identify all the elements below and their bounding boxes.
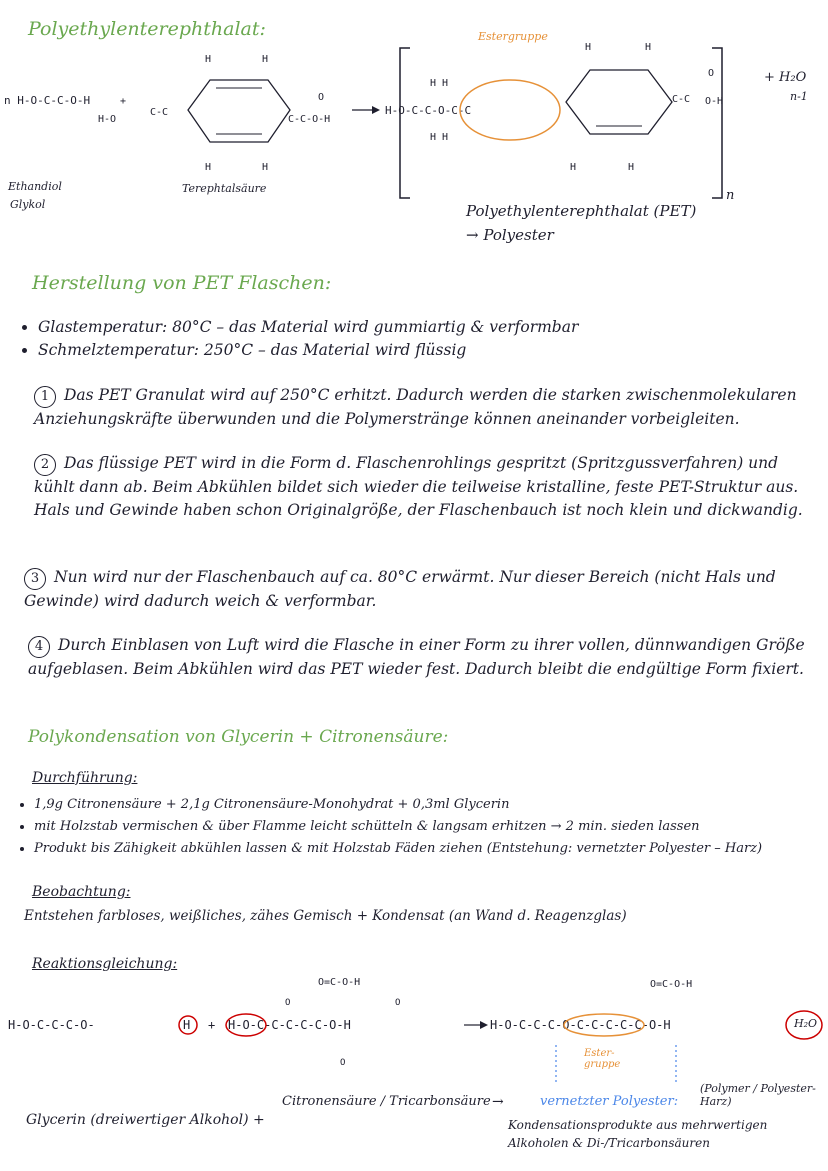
step-number: 4 (28, 636, 50, 658)
reaktion-title: Reaktionsgleichung: (32, 956, 178, 972)
estergruppe-label: Estergruppe (478, 30, 548, 43)
glycerin-label: Glycerin (dreiwertiger Alkohol) + (26, 1112, 265, 1128)
durchfuehrung-item: • Produkt bis Zähigkeit abkühlen lassen & mit Holzstab Fäden ziehen (Entstehung: vernetzter Polyester – Harz) (34, 838, 820, 860)
pet-name: Polyethylenterephthalat (PET) (466, 202, 697, 220)
ethandiol-label: Ethandiol (8, 180, 62, 193)
step-3 (24, 566, 814, 613)
svg-text:O: O (340, 1058, 346, 1068)
n-minus-1-label: n-1 (790, 90, 808, 103)
svg-text:C-C: C-C (672, 94, 691, 105)
product-h2o: H₂O (794, 1017, 818, 1030)
svg-text:H-O-C-C-C-O-C-C-C-C-C-O-H: H-O-C-C-C-O-C-C-C-C-C-O-H (490, 1018, 671, 1032)
svg-text:H-O-C-C-C-O-: H-O-C-C-C-O- (8, 1018, 95, 1032)
glykol-label: Glykol (10, 198, 46, 211)
kondensation-label: Kondensationsprodukte aus mehrwertigen Alkoholen & Di-/Tricarbonsäuren (508, 1118, 768, 1150)
svg-text:C-C-O-H: C-C-O-H (288, 114, 331, 125)
beobachtung-text: Entstehen farbloses, weißliches, zähes Gemisch + Kondensat (an Wand d. Reagenzglas) (24, 908, 627, 924)
citronensaeure-label: Citronensäure / Tricarbonsäure (282, 1094, 491, 1109)
svg-text:H: H (585, 42, 592, 53)
polyester-label: → Polyester (466, 226, 554, 244)
durchfuehrung-title: Durchführung: (32, 770, 138, 786)
durchfuehrung-list (20, 794, 820, 860)
bullet-schmelztemperatur: • Schmelztemperatur: 250°C – das Material wird flüssig (38, 339, 814, 362)
svg-text:O=C-O-H: O=C-O-H (650, 979, 693, 990)
svg-text:+: + (120, 96, 127, 107)
step-text: Nun wird nur der Flaschenbauch auf ca. 80°C erwärmt. Nur dieser Bereich (nicht Hals und Gewinde) wird dadurch weich & verformbar. (24, 568, 776, 610)
svg-text:H H: H H (430, 78, 449, 89)
durchfuehrung-item: • 1,9g Citronensäure + 2,1g Citronensäure-Monohydrat + 0,3ml Glycerin (34, 794, 820, 816)
polymer-harz-label: (Polymer / Polyester-Harz) (700, 1082, 816, 1108)
beobachtung-title: Beobachtung: (32, 884, 131, 900)
svg-text:H-O-C-C-C-C-C-O-H: H-O-C-C-C-C-C-O-H (228, 1018, 351, 1032)
svg-text:H-O-C-C-O-C-C: H-O-C-C-O-C-C (385, 104, 472, 117)
svg-text:H: H (205, 162, 212, 173)
herstellung-bullets (24, 316, 814, 362)
svg-text:O-H: O-H (705, 96, 724, 107)
svg-text:O: O (285, 998, 291, 1008)
svg-text:O: O (395, 998, 401, 1008)
vernetzter-polyester-label: vernetzter Polyester: (540, 1094, 679, 1109)
herstellung-title: Herstellung von PET Flaschen: (32, 272, 332, 294)
step-text: Das flüssige PET wird in die Form d. Flaschenrohlings gespritzt (Spritzgussverfahren) und kühlt dann ab. Beim Abkühlen bildet sich wieder die teilweise kristalline, feste PET-Struktur aus. Hals und Gewinde haben schon Originalgröße, der Flaschenbauch ist noch klein und dickwandig. (34, 454, 803, 519)
svg-text:O: O (708, 68, 715, 79)
step-4 (28, 634, 814, 681)
step-1 (34, 384, 814, 431)
svg-text:+: + (208, 1018, 216, 1032)
svg-text:H H: H H (430, 132, 449, 143)
svg-text:H: H (205, 54, 212, 65)
bullet-glastemperatur: • Glastemperatur: 80°C – das Material wird gummiartig & verformbar (38, 316, 814, 339)
svg-text:H: H (570, 162, 577, 173)
svg-text:C-C: C-C (150, 107, 169, 118)
svg-text:H: H (262, 162, 269, 173)
water-label: + H₂O (764, 70, 807, 85)
svg-text:H: H (645, 42, 652, 53)
pet-title: Polyethylenterephthalat: (28, 18, 266, 40)
step-text: Durch Einblasen von Luft wird die Flasche in einer Form zu ihrer vollen, dünnwandigen Größe aufgeblasen. Beim Abkühlen wird das PET wieder fest. Dadurch bleibt die endgültige Form fixiert. (28, 636, 805, 678)
svg-text:H-O: H-O (98, 114, 117, 125)
ester-gruppe-label: Ester-gruppe (584, 1048, 621, 1070)
step-number: 1 (34, 386, 56, 408)
svg-text:H: H (628, 162, 635, 173)
step-number: 3 (24, 568, 46, 590)
svg-text:H: H (183, 1018, 191, 1032)
step-2 (34, 452, 814, 522)
n-label: n (726, 188, 735, 203)
svg-text:O: O (318, 92, 325, 103)
svg-text:n H-O-C-C-O-H: n H-O-C-C-O-H (4, 94, 91, 107)
polykondensation-title: Polykondensation von Glycerin + Citronensäure: (28, 727, 449, 747)
durchfuehrung-item: • mit Holzstab vermischen & über Flamme leicht schütteln & langsam erhitzen → 2 min. sieden lassen (34, 816, 820, 838)
pet-reaction-scheme (0, 30, 828, 250)
reaction-arrow: → (492, 1094, 504, 1110)
step-text: Das PET Granulat wird auf 250°C erhitzt. Dadurch werden die starken zwischenmolekularen Anziehungskräfte überwunden und die Polymerstränge können aneinander vorbeigleiten. (34, 386, 797, 428)
svg-text:O=C-O-H: O=C-O-H (318, 977, 361, 988)
step-number: 2 (34, 454, 56, 476)
svg-text:H: H (262, 54, 269, 65)
terephthalsaeure-label: Terephtalsäure (182, 182, 267, 195)
